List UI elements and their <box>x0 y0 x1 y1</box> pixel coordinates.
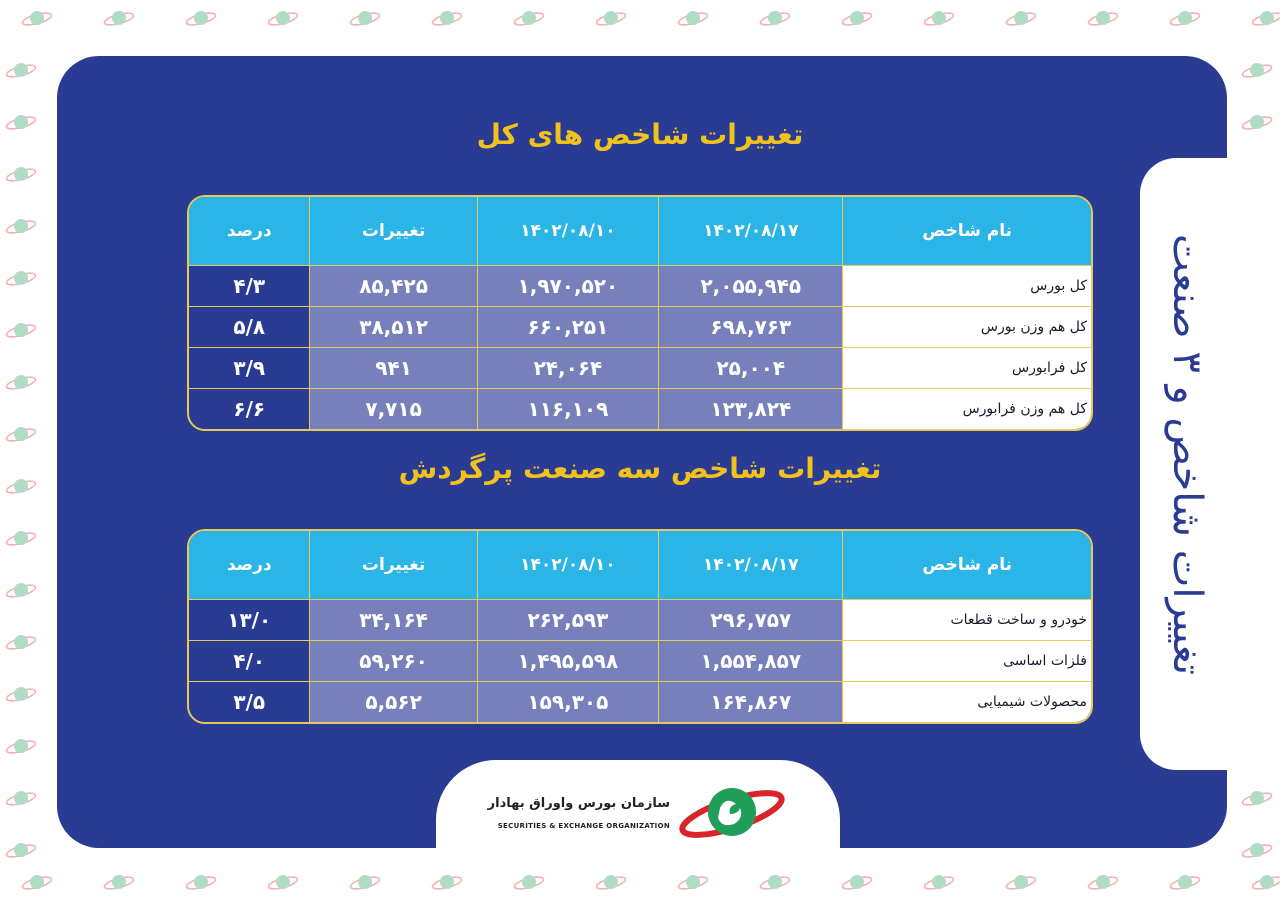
cell-value: ۱,۹۷۰,۵۲۰ <box>477 265 658 306</box>
cell-value: ۲۹۶,۷۵۷ <box>658 599 842 640</box>
watermark-logo-icon <box>4 788 38 808</box>
cell-change: ۷,۷۱۵ <box>309 388 476 429</box>
header-index-name: نام شاخص <box>842 197 1091 265</box>
watermark-logo-icon <box>184 8 218 28</box>
watermark-logo-icon <box>4 840 38 860</box>
watermark-logo-icon <box>1086 872 1120 892</box>
watermark-logo-icon <box>184 872 218 892</box>
total-indices-table <box>187 195 1093 431</box>
watermark-logo-icon <box>1250 8 1280 28</box>
section-title-three-industries: تغییرات شاخص سه صنعت پرگردش <box>398 452 882 485</box>
cell-percent: ۴/۰ <box>189 640 309 681</box>
watermark-logo-icon <box>1004 8 1038 28</box>
header-date-1: ۱۴۰۲/۰۸/۱۷ <box>658 531 842 599</box>
cell-index-name: کل بورس <box>842 265 1091 306</box>
cell-percent: ۴/۳ <box>189 265 309 306</box>
watermark-logo-icon <box>594 8 628 28</box>
cell-value: ۶۶۰,۲۵۱ <box>477 306 658 347</box>
cell-value: ۱,۴۹۵,۵۹۸ <box>477 640 658 681</box>
watermark-logo-icon <box>348 872 382 892</box>
watermark-logo-icon <box>512 8 546 28</box>
watermark-logo-icon <box>840 8 874 28</box>
cell-value: ۶۹۸,۷۶۳ <box>658 306 842 347</box>
watermark-logo-icon <box>758 872 792 892</box>
cell-value: ۲۴,۰۶۴ <box>477 347 658 388</box>
watermark-logo-icon <box>676 872 710 892</box>
cell-percent: ۵/۸ <box>189 306 309 347</box>
header-date-1: ۱۴۰۲/۰۸/۱۷ <box>658 197 842 265</box>
cell-percent: ۳/۵ <box>189 681 309 722</box>
header-date-2: ۱۴۰۲/۰۸/۱۰ <box>477 531 658 599</box>
watermark-logo-icon <box>1168 872 1202 892</box>
cell-change: ۸۵,۴۲۵ <box>309 265 476 306</box>
watermark-logo-icon <box>430 8 464 28</box>
watermark-logo-icon <box>676 8 710 28</box>
cell-change: ۳۸,۵۱۲ <box>309 306 476 347</box>
header-percent: درصد <box>189 531 309 599</box>
watermark-logo-icon <box>4 424 38 444</box>
table-row <box>189 388 1091 429</box>
cell-value: ۱۲۳,۸۲۴ <box>658 388 842 429</box>
table-row <box>189 306 1091 347</box>
watermark-logo-icon <box>4 268 38 288</box>
cell-change: ۹۴۱ <box>309 347 476 388</box>
table-header-row <box>189 531 1091 599</box>
org-name-fa: سازمان بورس واوراق بهادار <box>487 796 670 811</box>
header-index-name: نام شاخص <box>842 531 1091 599</box>
watermark-logo-icon <box>594 872 628 892</box>
watermark-logo-icon <box>4 60 38 80</box>
watermark-logo-icon <box>4 528 38 548</box>
cell-index-name: کل هم وزن فرابورس <box>842 388 1091 429</box>
watermark-logo-icon <box>102 872 136 892</box>
watermark-logo-icon <box>922 8 956 28</box>
watermark-logo-icon <box>758 8 792 28</box>
watermark-logo-icon <box>266 8 300 28</box>
watermark-logo-icon <box>4 632 38 652</box>
cell-index-name: خودرو و ساخت قطعات <box>842 599 1091 640</box>
watermark-logo-icon <box>1168 8 1202 28</box>
watermark-logo-icon <box>4 320 38 340</box>
watermark-logo-icon <box>4 216 38 236</box>
side-title: تغییرات شاخص و ۳ صنعت <box>1164 234 1210 676</box>
watermark-logo-icon <box>430 872 464 892</box>
watermark-logo-icon <box>4 684 38 704</box>
side-title-area <box>1140 158 1280 770</box>
table-row <box>189 640 1091 681</box>
header-date-2: ۱۴۰۲/۰۸/۱۰ <box>477 197 658 265</box>
watermark-logo-icon <box>512 872 546 892</box>
cell-change: ۵۹,۲۶۰ <box>309 640 476 681</box>
section-title-total-indices: تغییرات شاخص های کل <box>476 118 804 151</box>
cell-value: ۲۶۲,۵۹۳ <box>477 599 658 640</box>
header-change: تغییرات <box>309 531 476 599</box>
header-change: تغییرات <box>309 197 476 265</box>
watermark-logo-icon <box>1086 8 1120 28</box>
industries-table <box>187 529 1093 724</box>
watermark-logo-icon <box>922 872 956 892</box>
cell-index-name: فلزات اساسی <box>842 640 1091 681</box>
table-row <box>189 599 1091 640</box>
watermark-logo-icon <box>4 112 38 132</box>
watermark-logo-icon <box>1240 788 1274 808</box>
watermark-logo-icon <box>348 8 382 28</box>
cell-value: ۱۱۶,۱۰۹ <box>477 388 658 429</box>
cell-percent: ۳/۹ <box>189 347 309 388</box>
watermark-logo-icon <box>20 872 54 892</box>
header-percent: درصد <box>189 197 309 265</box>
cell-value: ۲,۰۵۵,۹۴۵ <box>658 265 842 306</box>
seo-logo-icon <box>676 778 788 848</box>
watermark-logo-icon <box>4 476 38 496</box>
watermark-logo-icon <box>840 872 874 892</box>
cell-value: ۲۵,۰۰۴ <box>658 347 842 388</box>
cell-index-name: کل هم وزن بورس <box>842 306 1091 347</box>
cell-change: ۵,۵۶۲ <box>309 681 476 722</box>
watermark-logo-icon <box>1240 112 1274 132</box>
cell-index-name: محصولات شیمیایی <box>842 681 1091 722</box>
cell-percent: ۶/۶ <box>189 388 309 429</box>
cell-change: ۳۴,۱۶۴ <box>309 599 476 640</box>
cell-value: ۱۵۹,۳۰۵ <box>477 681 658 722</box>
watermark-logo-icon <box>266 872 300 892</box>
cell-value: ۱,۵۵۴,۸۵۷ <box>658 640 842 681</box>
watermark-logo-icon <box>4 372 38 392</box>
watermark-logo-icon <box>4 736 38 756</box>
watermark-logo-icon <box>1004 872 1038 892</box>
table-row <box>189 265 1091 306</box>
cell-percent: ۱۳/۰ <box>189 599 309 640</box>
watermark-logo-icon <box>4 164 38 184</box>
cell-index-name: کل فرابورس <box>842 347 1091 388</box>
table-row <box>189 681 1091 722</box>
watermark-logo-icon <box>4 580 38 600</box>
watermark-logo-icon <box>1250 872 1280 892</box>
table-row <box>189 347 1091 388</box>
org-name-en: SECURITIES & EXCHANGE ORGANIZATION <box>497 822 670 830</box>
watermark-logo-icon <box>102 8 136 28</box>
table-header-row <box>189 197 1091 265</box>
watermark-logo-icon <box>1240 60 1274 80</box>
cell-value: ۱۶۴,۸۶۷ <box>658 681 842 722</box>
watermark-logo-icon <box>1240 840 1274 860</box>
watermark-logo-icon <box>20 8 54 28</box>
